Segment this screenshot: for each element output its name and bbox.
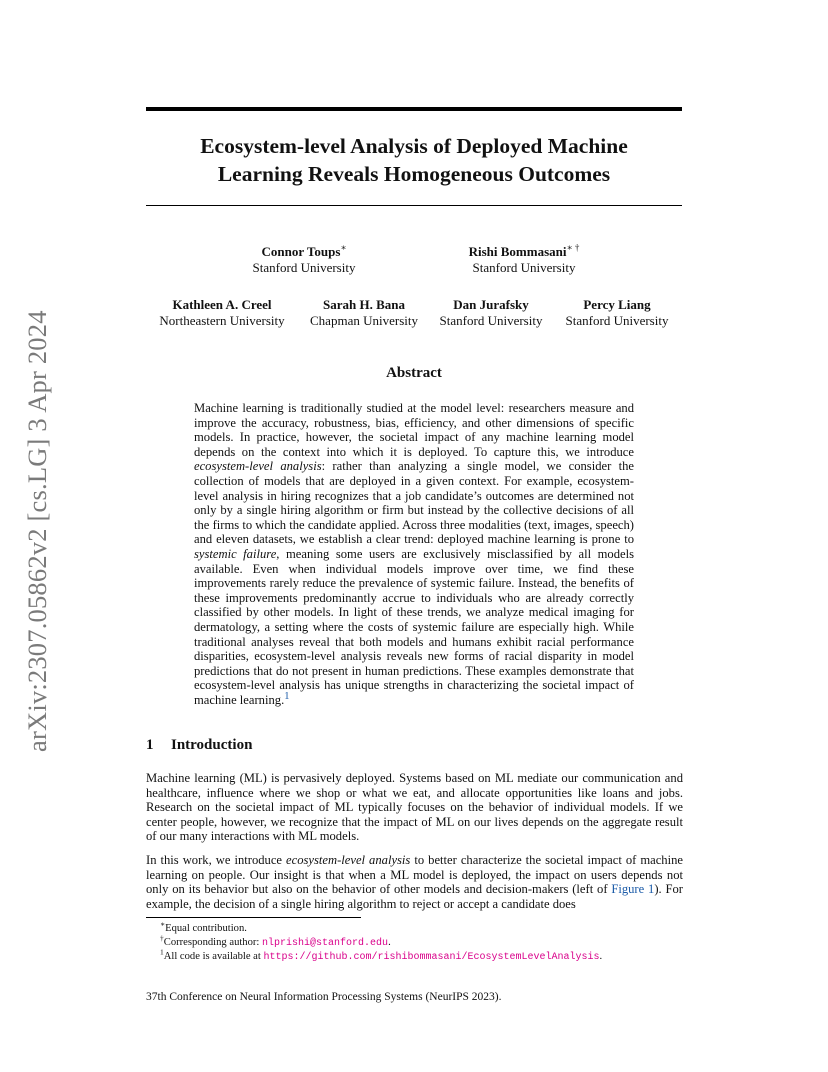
footnote-equal-contribution [160, 919, 247, 935]
author-dan-jurafsky [432, 297, 550, 329]
footnote-text: All code is available at [163, 951, 264, 962]
section-title: Introduction [171, 737, 253, 753]
abstract-emphasis: systemic failure [194, 546, 277, 561]
footnote-corresponding-author: †Corresponding author: nlprishi@stanford.edu. [160, 933, 391, 949]
email-link[interactable]: nlprishi@stanford.edu [262, 938, 389, 949]
section-number: 1 [146, 737, 154, 753]
paragraph-emphasis: ecosystem-level analysis [286, 853, 411, 867]
title-top-rule [146, 107, 682, 111]
title-bottom-rule [146, 205, 682, 206]
title-line-1: Ecosystem-level Analysis of Deployed Machine [200, 134, 628, 158]
intro-paragraph-2 [146, 853, 683, 911]
arxiv-identifier: arXiv:2307.05862v2 [cs.LG] 3 Apr 2024 [22, 310, 52, 752]
author-mark: ∗ † [566, 242, 580, 253]
author-affiliation: Northeastern University [159, 313, 285, 328]
figure-1-link[interactable]: Figure 1 [611, 882, 655, 897]
abstract-body [194, 401, 634, 707]
paragraph-text: ). For example, the decision of a single hiring algorithm to reject or accept a candidate does [146, 882, 683, 911]
footnote-rule [146, 917, 361, 918]
author-percy-liang [558, 297, 676, 329]
author-affiliation: Stanford University [439, 313, 543, 328]
github-link[interactable]: https://github.com/rishibommasani/EcosystemLevelAnalysis [263, 952, 600, 963]
author-name: Sarah H. Bana [323, 297, 405, 312]
author-name: Rishi Bommasani [468, 244, 567, 259]
author-affiliation: Stanford University [252, 260, 356, 275]
abstract-emphasis: ecosystem-level analysis [194, 459, 322, 474]
footnote-ref-link[interactable]: 1 [284, 690, 290, 702]
footnote-mark: † [160, 933, 164, 943]
footnote-mark: 1 [160, 947, 164, 957]
author-rishi-bommasani [460, 244, 588, 276]
footnote-text: Equal contribution. [165, 923, 247, 934]
abstract-text: , meaning some users are exclusively misclassified by all models available. Even when individual models improve over time, we find these improvements rarely reduce the prevalence of systemic failure. Instead, the benefits of these improvements predominantly accrue to individuals who are already correctly classified by other models. In light of these trends, we analyze medical imaging for dermatology, a setting where the costs of systemic failure are especially high. While traditional analyses reveal that both models and humans exhibit racial performance disparities, ecosystem-level analysis reveals new forms of racial disparity in model predictions that do not present in human predictions. These examples demonstrate that ecosystem-level analysis has unique strengths in characterizing the societal impact of machine learning. [194, 546, 634, 707]
abstract-text: : rather than analyzing a single model, we consider the collection of models that are deployed in a given context. For example, ecosystem-level analysis in hiring recognizes that a job candidate’s outcomes are determined not only by a single hiring algorithm or firm but instead by the collective decisions of all the firms to which the candidate applied. Across three modalities (text, images, speech) and eleven datasets, we establish a clear trend: deployed machine learning is prone to [194, 459, 634, 547]
author-mark: ∗ [340, 242, 347, 253]
intro-paragraph-1: Machine learning (ML) is pervasively deployed. Systems based on ML mediate our communication and healthcare, influence where we shop or what we eat, and allocate opportunities like loans and jobs. Research on the societal impact of ML typically focuses on the behavior of individual models. If we center people, however, we recognize that the impact of ML on our lives depends on the aggregate result of our many interactions with ML models. [146, 771, 683, 844]
author-connor-toups [240, 244, 368, 276]
author-name: Connor Toups [261, 244, 341, 259]
title-line-2: Learning Reveals Homogeneous Outcomes [217, 162, 611, 186]
conference-footer: 37th Conference on Neural Information Processing Systems (NeurIPS 2023). [146, 991, 502, 1003]
paragraph-text: to better characterize the societal impact of machine learning on people. Our insight is that when a ML model is deployed, the impact on users depends not only on its behavior but also on the behavior of other models and decision-makers (left of [146, 853, 683, 897]
footnote-text: Corresponding author: [163, 937, 263, 948]
section-heading [146, 737, 252, 754]
author-affiliation: Stanford University [472, 260, 576, 275]
author-name: Kathleen A. Creel [172, 297, 272, 312]
paragraph-text: In this work, we introduce [146, 853, 287, 867]
paper-title [146, 132, 682, 188]
abstract-heading: Abstract [386, 365, 442, 381]
footnote-mark: ∗ [160, 919, 166, 929]
author-name: Dan Jurafsky [453, 297, 529, 312]
abstract-text: Machine learning is traditionally studied at the model level: researchers measure and improve the accuracy, robustness, bias, efficiency, and other dimensions of specific models. In practice, however, the societal impact of any machine learning model depends on the context into which it is deployed. To capture this, we introduce [194, 401, 634, 459]
footnote-code-availability: $^1$All code is available at https://github.com/rishibommasani/EcosystemLevelAnalysis. [160, 947, 603, 963]
author-name: Percy Liang [583, 297, 651, 312]
author-sarah-bana [300, 297, 428, 329]
author-kathleen-creel [152, 297, 292, 329]
author-affiliation: Stanford University [565, 313, 669, 328]
author-affiliation: Chapman University [310, 313, 418, 328]
